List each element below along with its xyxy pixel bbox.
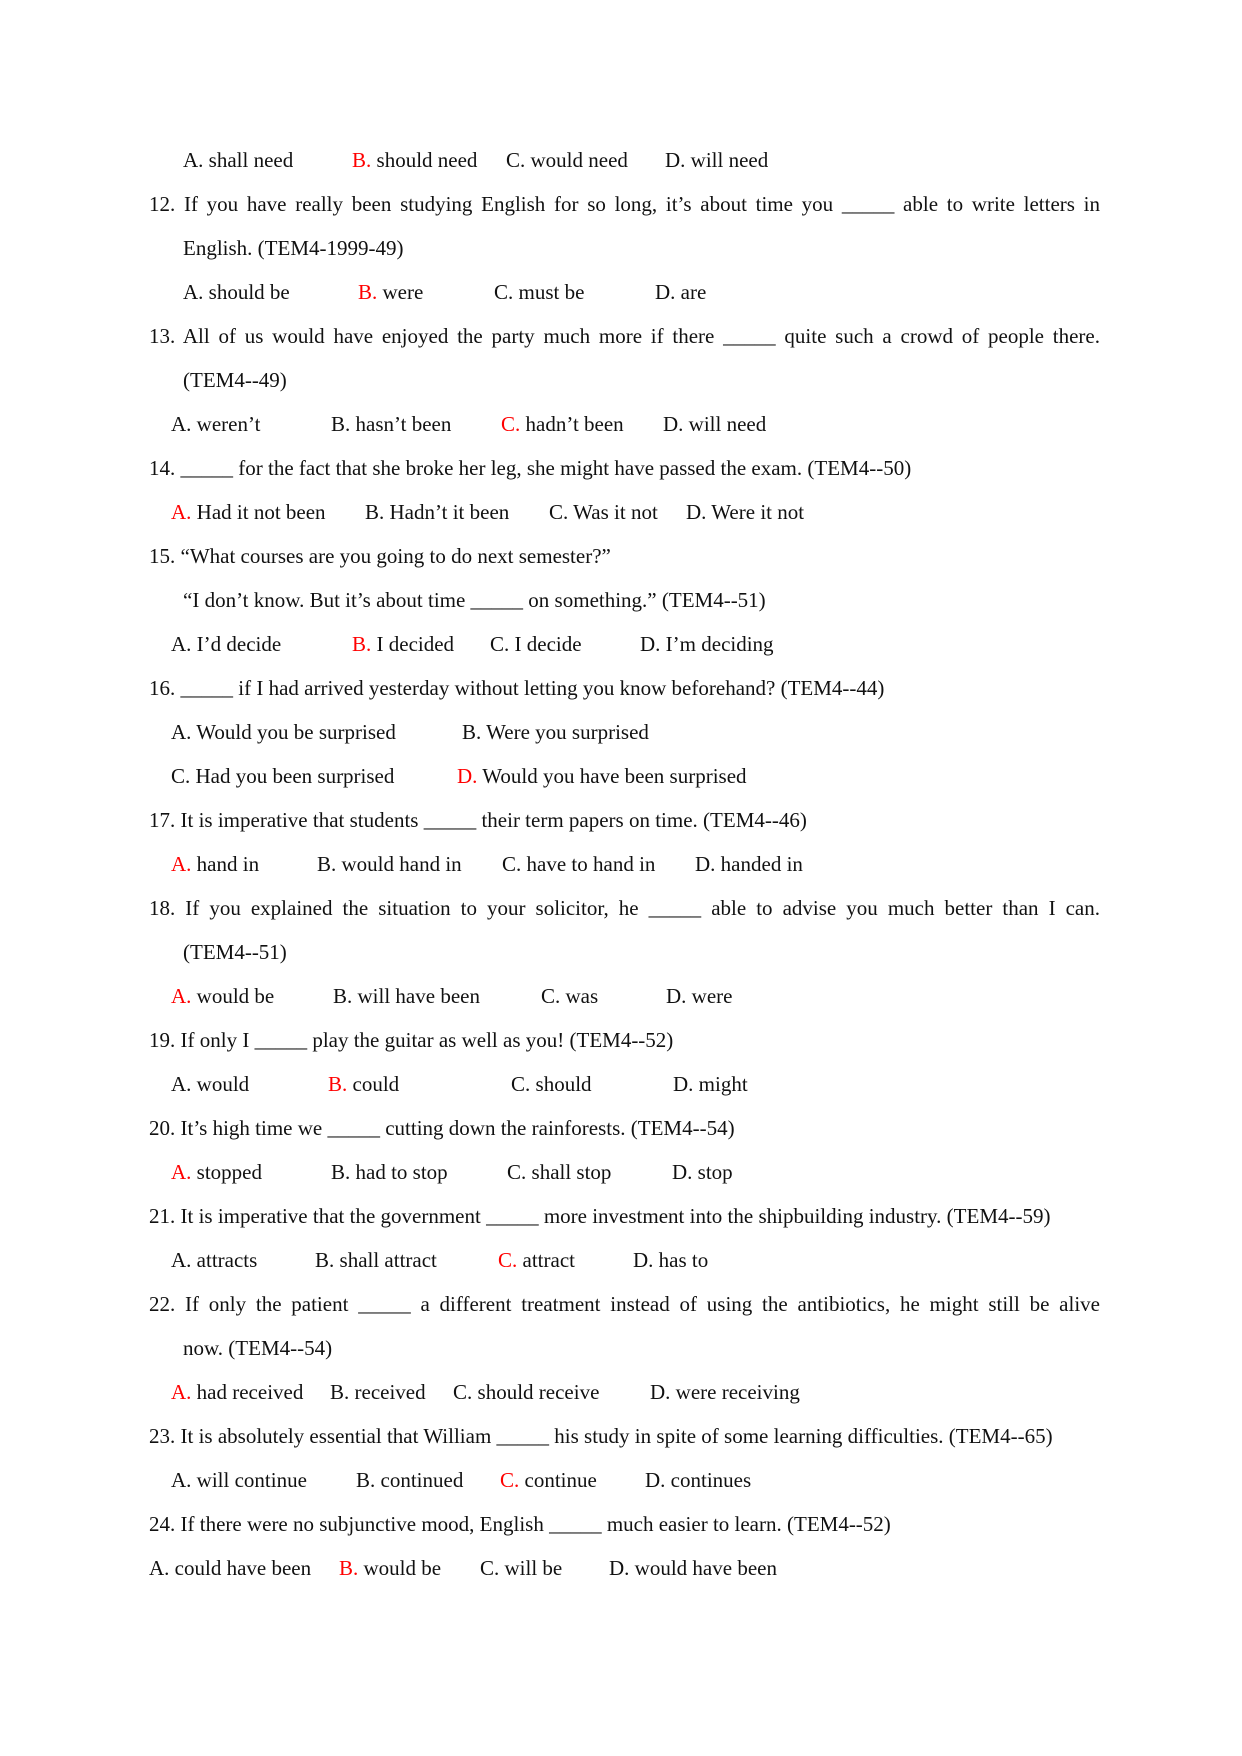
option-letter: B. <box>330 1380 350 1404</box>
option-letter: C. <box>501 412 521 436</box>
q19-option-c <box>511 1071 592 1097</box>
q20-option-d <box>672 1159 733 1185</box>
option-text: weren’t <box>191 412 261 436</box>
option-letter: A. <box>171 1072 192 1096</box>
q17-option-d <box>695 851 803 877</box>
option-text: hand in <box>191 852 260 876</box>
q19-option-b <box>328 1071 399 1097</box>
option-text: could <box>347 1072 400 1096</box>
q15-option-d <box>640 631 774 657</box>
option-text: would need <box>525 148 628 172</box>
option-text: Would you have been surprised <box>477 764 747 788</box>
option-letter: A. <box>171 984 192 1008</box>
q19-option-a <box>171 1071 249 1097</box>
q12-stem: 12. If you have really been studying English for so long, it’s about time you _____ able to write letters in <box>149 192 1100 216</box>
q14-stem: 14. _____ for the fact that she broke her leg, she might have passed the exam. (TEM4--50) <box>149 456 912 480</box>
option-letter: D. <box>633 1248 654 1272</box>
option-letter: D. <box>673 1072 694 1096</box>
option-text: were <box>686 984 733 1008</box>
q24-option-b <box>339 1555 441 1581</box>
q17-stem: 17. It is imperative that students _____ their term papers on time. (TEM4--46) <box>149 808 807 832</box>
option-letter: A. <box>171 720 192 744</box>
option-letter: B. <box>339 1556 359 1580</box>
q15-option-b <box>352 631 454 657</box>
option-text: hadn’t been <box>520 412 624 436</box>
option-letter: C. <box>490 632 510 656</box>
option-letter: C. <box>506 148 526 172</box>
option-text: Had you been surprised <box>190 764 395 788</box>
option-text: should <box>530 1072 592 1096</box>
option-text: will need <box>685 148 769 172</box>
q23-stem: 23. It is absolutely essential that William _____ his study in spite of some learning difficulties. (TEM4--65) <box>149 1424 1053 1448</box>
q13-option-c <box>501 411 624 437</box>
option-letter: C. <box>171 764 191 788</box>
option-letter: D. <box>672 1160 693 1184</box>
q19-stem: 19. If only I _____ play the guitar as well as you! (TEM4--52) <box>149 1028 674 1052</box>
option-text: Were it not <box>706 500 805 524</box>
q13-option-d <box>663 411 766 437</box>
option-text: handed in <box>715 852 803 876</box>
q11-option-d <box>665 147 768 173</box>
option-text: shall need <box>203 148 294 172</box>
option-letter: B. <box>317 852 337 876</box>
q23-option-a <box>171 1467 307 1493</box>
option-text: were <box>377 280 424 304</box>
option-letter: B. <box>365 500 385 524</box>
q12-option-d <box>655 279 706 305</box>
option-text: attract <box>517 1248 575 1272</box>
option-letter: C. <box>453 1380 473 1404</box>
q17-option-b <box>317 851 462 877</box>
option-text: I’d decide <box>191 632 282 656</box>
option-text: stopped <box>191 1160 262 1184</box>
option-text: should need <box>371 148 478 172</box>
option-text: had to stop <box>350 1160 448 1184</box>
q15-option-a <box>171 631 281 657</box>
q14-option-c <box>549 499 658 525</box>
option-letter: C. <box>498 1248 518 1272</box>
q18-option-b <box>333 983 480 1009</box>
q21-option-a <box>171 1247 257 1273</box>
option-letter: D. <box>665 148 686 172</box>
q24-stem: 24. If there were no subjunctive mood, English _____ much easier to learn. (TEM4--52) <box>149 1512 891 1536</box>
option-text: Was it not <box>568 500 658 524</box>
q13-stem: 13. All of us would have enjoyed the party much more if there _____ quite such a crowd of people there. <box>149 324 1100 348</box>
q11-option-a <box>183 147 293 173</box>
q18-stem-cont: (TEM4--51) <box>183 940 287 964</box>
q15-stem: 15. “What courses are you going to do next semester?” <box>149 544 611 568</box>
q17-option-a <box>171 851 259 877</box>
option-letter: B. <box>331 412 351 436</box>
option-text: must be <box>513 280 585 304</box>
option-letter: B. <box>358 280 378 304</box>
option-letter: A. <box>171 852 192 876</box>
option-text: attracts <box>191 1248 258 1272</box>
q12-option-c <box>494 279 584 305</box>
option-text: might <box>693 1072 748 1096</box>
q20-option-c <box>507 1159 611 1185</box>
q18-stem: 18. If you explained the situation to your solicitor, he _____ able to advise you much better than I can. <box>149 896 1100 920</box>
option-letter: D. <box>655 280 676 304</box>
q13-option-a <box>171 411 260 437</box>
option-text: Hadn’t it been <box>384 500 510 524</box>
q24-option-c <box>480 1555 562 1581</box>
q24-option-a <box>149 1555 311 1581</box>
q22-option-d <box>650 1379 800 1405</box>
q16-option-b <box>462 719 649 745</box>
option-letter: D. <box>650 1380 671 1404</box>
option-text: will need <box>683 412 767 436</box>
option-text: hasn’t been <box>350 412 452 436</box>
option-letter: C. <box>500 1468 520 1492</box>
q22-stem-cont: now. (TEM4--54) <box>183 1336 333 1360</box>
option-letter: A. <box>171 632 192 656</box>
option-letter: A. <box>171 1160 192 1184</box>
q12-stem-cont: English. (TEM4-1999-49) <box>183 236 404 260</box>
option-letter: B. <box>356 1468 376 1492</box>
q22-option-b <box>330 1379 426 1405</box>
option-letter: C. <box>511 1072 531 1096</box>
q20-stem: 20. It’s high time we _____ cutting down the rainforests. (TEM4--54) <box>149 1116 735 1140</box>
option-text: Had it not been <box>191 500 326 524</box>
option-text: have to hand in <box>521 852 656 876</box>
option-text: continue <box>519 1468 597 1492</box>
option-letter: D. <box>457 764 478 788</box>
q23-option-d <box>645 1467 751 1493</box>
q14-option-d <box>686 499 804 525</box>
option-letter: D. <box>666 984 687 1008</box>
option-letter: B. <box>462 720 482 744</box>
option-letter: A. <box>183 148 204 172</box>
option-text: Were you surprised <box>481 720 649 744</box>
option-text: are <box>675 280 707 304</box>
option-text: shall attract <box>334 1248 437 1272</box>
option-letter: D. <box>609 1556 630 1580</box>
option-letter: C. <box>541 984 561 1008</box>
q18-option-a <box>171 983 274 1009</box>
option-letter: B. <box>352 148 372 172</box>
q21-option-c <box>498 1247 575 1273</box>
q13-option-b <box>331 411 451 437</box>
q18-option-d <box>666 983 732 1009</box>
q13-stem-cont: (TEM4--49) <box>183 368 287 392</box>
q12-option-b <box>358 279 423 305</box>
option-text: shall stop <box>526 1160 612 1184</box>
option-letter: C. <box>507 1160 527 1184</box>
q16-stem: 16. _____ if I had arrived yesterday without letting you know beforehand? (TEM4--44) <box>149 676 885 700</box>
option-letter: C. <box>549 500 569 524</box>
option-text: Would you be surprised <box>191 720 396 744</box>
option-text: would hand in <box>336 852 462 876</box>
option-text: had received <box>191 1380 304 1404</box>
option-text: I’m deciding <box>660 632 774 656</box>
option-letter: D. <box>663 412 684 436</box>
option-text: I decided <box>371 632 455 656</box>
option-text: will have been <box>352 984 480 1008</box>
option-letter: B. <box>315 1248 335 1272</box>
option-text: received <box>349 1380 426 1404</box>
option-text: will continue <box>191 1468 307 1492</box>
option-text: will be <box>499 1556 563 1580</box>
q23-option-c <box>500 1467 597 1493</box>
q15-option-c <box>490 631 582 657</box>
option-letter: C. <box>494 280 514 304</box>
option-text: continues <box>665 1468 752 1492</box>
option-letter: B. <box>331 1160 351 1184</box>
option-letter: A. <box>171 500 192 524</box>
q16-option-d <box>457 763 747 789</box>
q14-option-a <box>171 499 326 525</box>
q11-option-c <box>506 147 628 173</box>
option-text: would have been <box>629 1556 777 1580</box>
q16-option-a <box>171 719 396 745</box>
option-text: continued <box>375 1468 464 1492</box>
option-letter: A. <box>171 412 192 436</box>
q19-option-d <box>673 1071 748 1097</box>
option-letter: D. <box>645 1468 666 1492</box>
q21-stem: 21. It is imperative that the government _____ more investment into the shipbuilding industry. (TEM4--59) <box>149 1204 1051 1228</box>
option-text: would <box>191 1072 250 1096</box>
q20-option-a <box>171 1159 262 1185</box>
q17-option-c <box>502 851 655 877</box>
option-letter: A. <box>171 1380 192 1404</box>
option-text: I decide <box>509 632 582 656</box>
q21-option-d <box>633 1247 708 1273</box>
option-letter: D. <box>686 500 707 524</box>
q15-stem-cont: “I don’t know. But it’s about time _____ on something.” (TEM4--51) <box>183 588 766 612</box>
q21-option-b <box>315 1247 437 1273</box>
option-letter: D. <box>695 852 716 876</box>
option-letter: A. <box>183 280 204 304</box>
option-text: was <box>560 984 599 1008</box>
q11-option-b <box>352 147 477 173</box>
option-text: could have been <box>169 1556 312 1580</box>
q23-option-b <box>356 1467 463 1493</box>
option-letter: C. <box>502 852 522 876</box>
q14-option-b <box>365 499 509 525</box>
q22-option-a <box>171 1379 303 1405</box>
q18-option-c <box>541 983 598 1009</box>
option-text: stop <box>692 1160 733 1184</box>
option-letter: A. <box>149 1556 170 1580</box>
q22-stem: 22. If only the patient _____ a different treatment instead of using the antibiotics, he might still be alive <box>149 1292 1100 1316</box>
q24-option-d <box>609 1555 777 1581</box>
q22-option-c <box>453 1379 599 1405</box>
q16-option-c <box>171 763 394 789</box>
option-letter: B. <box>352 632 372 656</box>
q20-option-b <box>331 1159 448 1185</box>
option-text: should be <box>203 280 290 304</box>
option-text: would be <box>191 984 275 1008</box>
option-letter: A. <box>171 1248 192 1272</box>
q12-option-a <box>183 279 290 305</box>
option-text: were receiving <box>670 1380 800 1404</box>
option-letter: D. <box>640 632 661 656</box>
option-letter: A. <box>171 1468 192 1492</box>
option-letter: B. <box>328 1072 348 1096</box>
option-text: should receive <box>472 1380 600 1404</box>
option-letter: C. <box>480 1556 500 1580</box>
option-text: would be <box>358 1556 442 1580</box>
option-text: has to <box>653 1248 709 1272</box>
option-letter: B. <box>333 984 353 1008</box>
